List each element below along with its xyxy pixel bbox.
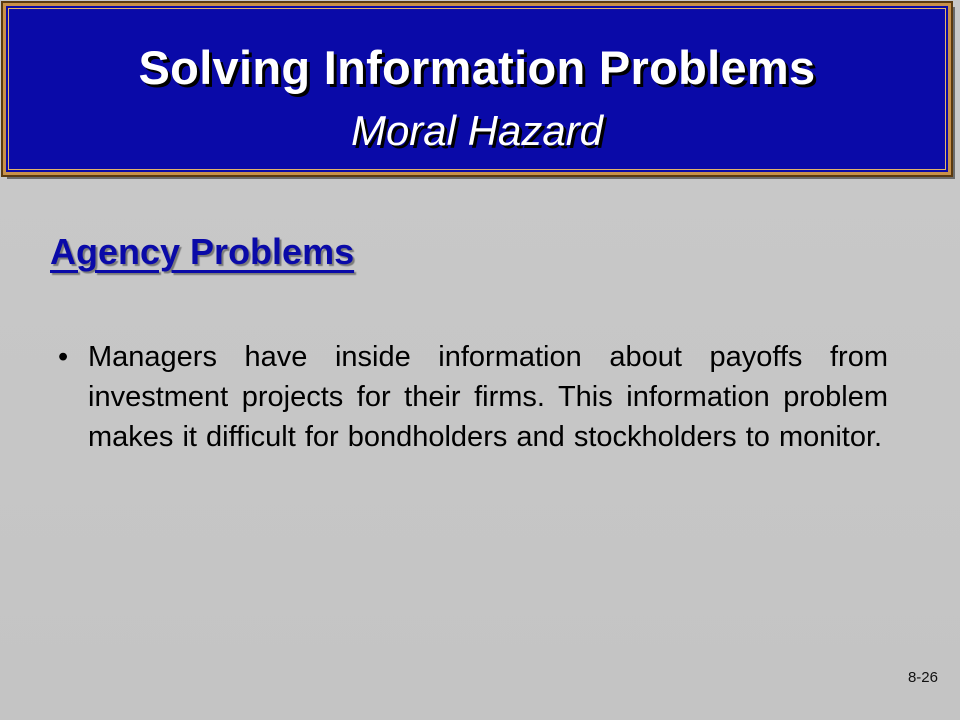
bullet-list xyxy=(58,337,888,457)
section-heading: Agency Problems xyxy=(50,231,355,272)
title-bar xyxy=(3,3,951,175)
slide-subtitle: Moral Hazard xyxy=(350,107,604,154)
slide-title: Solving Information Problems xyxy=(138,41,816,94)
bullet-marker: • xyxy=(58,341,69,373)
bullet-item xyxy=(58,337,888,457)
bullet-text: Managers have inside information about payoffs from investment projects for their firms. This information problem makes it difficult for bondholders and stockholders to monitor. xyxy=(88,341,888,453)
page-number: 8-26 xyxy=(907,669,938,686)
